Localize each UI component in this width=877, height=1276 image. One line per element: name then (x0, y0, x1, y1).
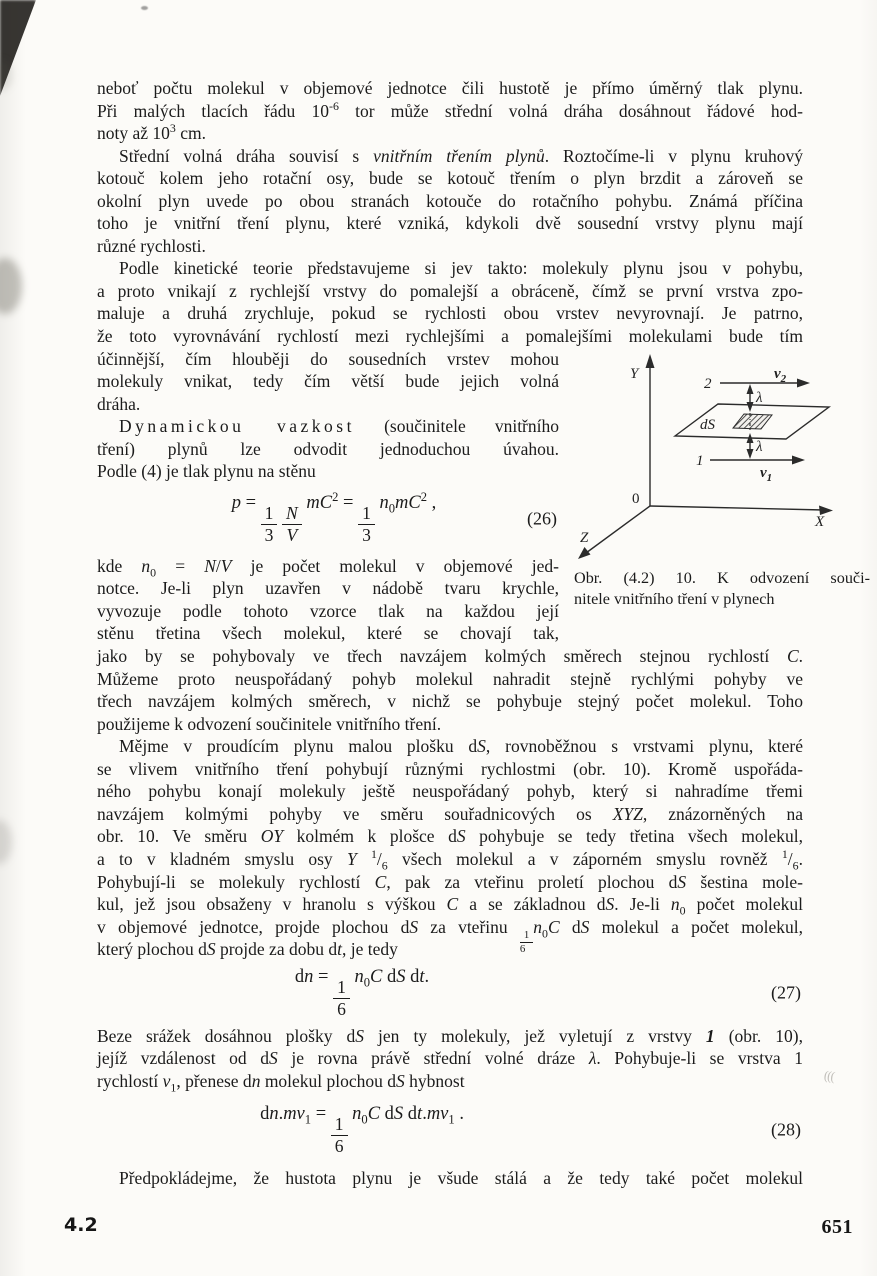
text-line: a proto vnikají z rychlejší vrstvy do pomalejší a obráceně, čímž se první vrstva zpo- (97, 280, 803, 301)
v1-label: $v_1$ (760, 465, 773, 484)
figure-caption (570, 568, 870, 610)
text-line: toho je vnitřní tření plynu, které vzniká, kdykoli dvě sousední vrstvy plynu mají (97, 213, 803, 234)
equation-body: $dn.mv_1$ = $\frac{1}{6}$ $n_0C$ dS $dt.mv_1$ . (260, 1104, 464, 1156)
text-line: který plochou dS projde za dobu dt, je tedy (97, 939, 398, 960)
body-text (97, 77, 803, 1190)
text-line: různé rychlosti. (97, 235, 206, 256)
equation-body: dn = $\frac{1}{6}$ $n_0C$ dS dt. (294, 967, 430, 1019)
text-line: a to v kladném smyslu osy Y $^1/_6$ všech molekul a v záporném smyslu rovněž $^1/_6$. (97, 847, 803, 873)
scan-speck (141, 6, 148, 10)
equation (97, 1106, 803, 1154)
z-axis-label: Z (580, 530, 589, 546)
text-line: účinnější, čím hlouběji do sousedních vrstev mohou (97, 348, 559, 369)
text-line: navzájem kolmými pohyby ve směru souřadnicových os XYZ, znázorněných na (97, 803, 804, 824)
text-line: stěnu třetina všech molekul, které se chovají tak, (97, 623, 559, 644)
text-line: rychlostí $v_1$, přenese dn molekul plochou dS hybnost (97, 1070, 465, 1095)
text-line: notce. Je-li plyn uzavřen v nádobě tvaru krychle, (97, 578, 559, 599)
equation-number: (26) (527, 508, 557, 529)
text-line: noty až $10^3$ cm. (97, 121, 206, 144)
text-line: ného pohybu konají molekuly ještě neuspořádaný pohyb, který si nahradíme třemi (97, 781, 803, 802)
text-line: kotouč kolem jeho rotační osy, bude se kotouč třením o plyn brzdit a zároveň se (97, 168, 803, 189)
text-line: třech navzájem kolmých směrech, v nichž se pohybuje stejný počet molekul. Toho (97, 691, 803, 712)
text-line: Dynamickou vazkost (součinitele vnitřního (119, 416, 559, 437)
layer1-label: 1 (696, 453, 704, 469)
text-line: Mějme v proudícím plynu malou plošku dS, rovnoběžnou s vrstvami plynu, které (119, 736, 803, 757)
equation (97, 969, 803, 1017)
equation-number: (27) (771, 982, 801, 1003)
text-line: že toto vyrovnávání rychlostí mezi rychlejšími a pomalejšími molekulami bude tím (97, 326, 803, 347)
ds-label: dS (700, 417, 715, 433)
figure-caption-line1: Obr. (4.2) 10. K odvození souči- (574, 569, 870, 587)
lambda-top-label: λ (756, 390, 763, 406)
equation-number: (28) (771, 1119, 801, 1140)
text-line: Můžeme proto neuspořádaný pohyb molekul nahradit stejně rychlými pohyby ve (97, 668, 803, 689)
equation-body: p = $\frac{1}{3}$ $\frac{N}{V}$ $mC^2$ = $\frac{1}{3}$ $n_0mC^2$ , (231, 490, 437, 545)
scan-smudge (0, 820, 12, 864)
text-line: molekuly vnikat, tedy čím větší bude jejich volná (97, 371, 559, 392)
text-line: maluje a druhá zrychluje, pokud se rychlosti obou vrstev nevyrovnají. Je patrno, (97, 303, 803, 324)
text-line: neboť počtu molekul v objemové jednotce čili hustotě je přímo úměrný tlak plynu. (97, 78, 803, 98)
figure-diagram (570, 336, 876, 564)
text-line: tření) plynů lze odvodit jednoduchou úvahou. (97, 438, 559, 459)
text-line: vyvozuje podle tohoto vzorce tlak na každou její (97, 600, 559, 621)
figure-obr-10 (570, 336, 876, 610)
section-number: 4.2 (64, 1214, 98, 1236)
equation (97, 490, 559, 545)
figure-caption-line2: nitele vnitřního tření v plynech (574, 590, 775, 608)
text-line: použijeme k odvození součinitele vnitřního tření. (97, 713, 442, 734)
layer2-label: 2 (704, 376, 712, 392)
text-line: v objemové jednotce, projde plochou dS za vteřinu $\frac{1}{6}$ $n_0C$ dS molekul a počet molekul, (97, 916, 804, 956)
text-line: Podle (4) je tlak plynu na stěnu (97, 461, 316, 482)
page-number: 651 (821, 1216, 853, 1238)
text-line: Střední volná dráha souvisí s vnitřním třením plynů. Roztočíme-li v plynu kruhový (119, 145, 803, 166)
y-axis-label: Y (630, 366, 639, 382)
origin-label: 0 (632, 491, 640, 507)
text-line: Podle kinetické teorie představujeme si jev takto: molekuly plynu jsou v pohybu, (119, 258, 803, 279)
text-line: kul, jež jsou obsaženy v hranolu s výškou C a se základnou dS. Je-li $n_0$ počet molekul (97, 894, 803, 918)
text-line: Při malých tlacích řádu $10^{-6}$ tor může střední volná dráha dosáhnout řádové hod- (97, 98, 803, 121)
text-line: obr. 10. Ve směru OY kolmém k plošce dS pohybuje se tedy třetina všech molekul, (97, 826, 804, 847)
text-line: kde $n_0 = N/V$ je počet molekul v objemové jed- (97, 555, 559, 580)
v2-label: $v_2$ (774, 366, 787, 385)
text-line: dráha. (97, 393, 141, 414)
text-line: jejíž vzdálenost od dS je rovna právě střední volné dráze λ. Pohybuje-li se vrstva 1 (97, 1048, 803, 1069)
text-line: Beze srážek dosáhnou plošky dS jen ty molekuly, jež vyletují z vrstvy 1 (obr. 10), (97, 1025, 803, 1046)
scan-ink-artifact: ((( (823, 1067, 836, 1084)
x-axis-label: X (815, 514, 825, 530)
lambda-bottom-label: λ (756, 439, 763, 455)
text-line: se vlivem vnitřního tření pohybují různými rychlostmi (obr. 10). Kromě uspořáda- (97, 758, 803, 779)
text-line: Pohybují-li se molekuly rychlostí C, pak za vteřinu proletí plochou dS šestina mole- (97, 871, 804, 892)
text-line: jako by se pohybovaly ve třech navzájem kolmých směrech stejnou rychlostí C. (97, 646, 803, 667)
text-line: Předpokládejme, že hustota plynu je všude stálá a že tedy také počet molekul (119, 1168, 803, 1189)
scan-smudge (0, 258, 22, 314)
text-line: okolní plyn uvede po obou stranách kotouče do rotačního pohybu. Známá příčina (97, 190, 803, 211)
